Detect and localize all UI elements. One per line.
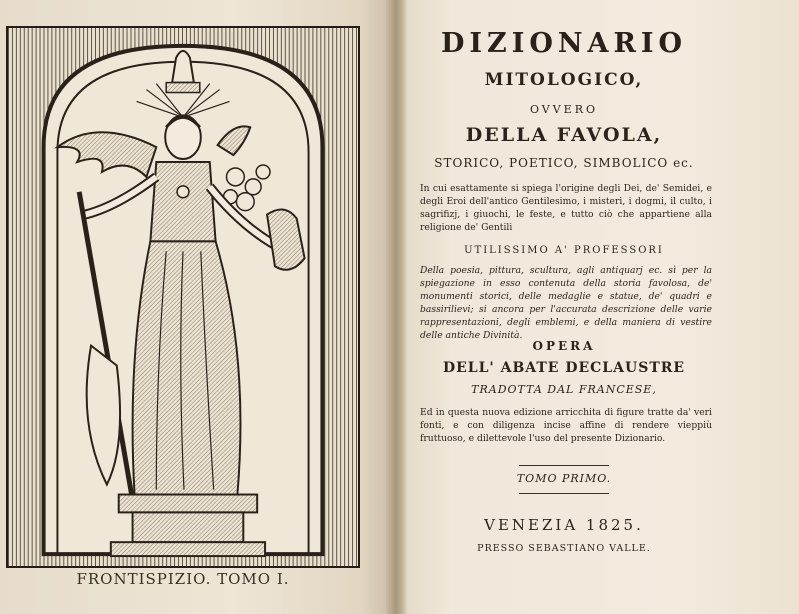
book-subtitle: MITOLOGICO, xyxy=(484,70,644,90)
translated-line: TRADOTTA DAL FRANCESE, xyxy=(471,383,657,396)
professions-paragraph: Della poesia, pittura, scultura, agli antiquarj ec. sì per la spiegazione in esso contenuta della storia favolosa, de' monumenti storici, delle medaglie e statue, de' quadri e bassirilievi; si ancora per l'accurata descrizione delle varie rappresentazioni, degli emblemi, e della maniera di vestire delle antiche Divinità. xyxy=(420,265,712,341)
book-title: DIZIONARIO xyxy=(440,28,688,59)
frontispiece-caption: FRONTISPIZIO. TOMO I. xyxy=(76,570,290,588)
place-year: VENEZIA 1825. xyxy=(484,516,644,534)
ovvero-line: OVVERO xyxy=(529,103,599,116)
author-line: DELL' ABATE DECLAUSTRE xyxy=(442,360,686,376)
utilissimo-line: UTILISSIMO A' PROFESSORI xyxy=(464,245,664,256)
description-paragraph: In cui esattamente si spiega l'origine degli Dei, de' Semidei, e degli Eroi dell'antico Gentilesimo, i misteri, i dogmi, il culto, i sagrifizj, i giuochi, le feste, e tutto ciò che appartiene alla religione de' Gentili xyxy=(420,183,712,233)
della-favola-line: DELLA FAVOLA, xyxy=(465,124,663,146)
book-gutter xyxy=(386,0,408,614)
storico-line: STORICO, POETICO, SIMBOLICO ec. xyxy=(434,156,694,170)
volume-label: TOMO PRIMO. xyxy=(516,472,612,485)
volume-rule-top xyxy=(519,465,609,466)
edition-note-paragraph: Ed in questa nuova edizione arricchita di figure tratte da' veri fonti, e con diligenza incise affine di rendere vieppiù fruttuoso, e dilettevole l'uso del presente Dizionario. xyxy=(420,407,712,444)
publisher-line: PRESSO SEBASTIANO VALLE. xyxy=(477,543,651,554)
volume-rule-bottom xyxy=(519,493,609,494)
opera-line: OPERA xyxy=(532,339,596,353)
frontispiece-engraving xyxy=(6,26,360,568)
goddess-illustration xyxy=(8,28,358,566)
